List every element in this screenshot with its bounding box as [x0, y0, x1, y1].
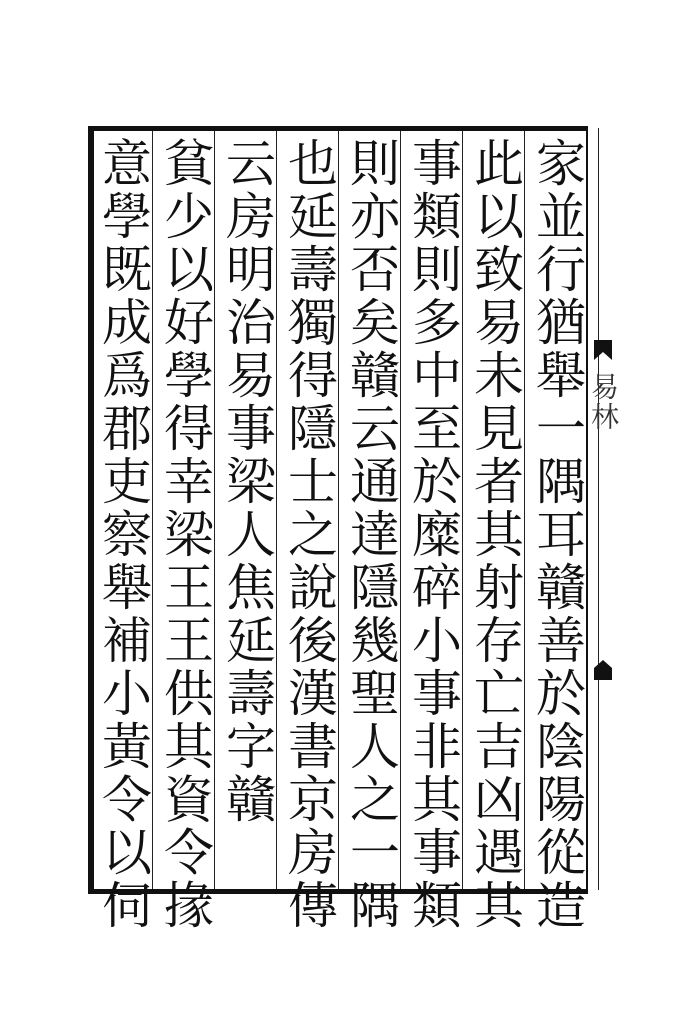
column-text: 貧少以好學得幸梁王王供其資令掾 — [156, 137, 214, 932]
fishtail-mark-bottom — [594, 660, 612, 680]
column-text: 也延壽獨得隱士之說後漢書京房傳 — [280, 137, 338, 932]
text-column-1 — [526, 131, 588, 932]
column-text: 此以致易未見者其射存亡吉凶遇其 — [466, 137, 524, 932]
fold-line — [598, 128, 599, 890]
column-text: 事類則多中至於糜碎小事非其事類 — [404, 137, 462, 932]
column-text: 則亦否矣贛云通達隱幾聖人之一隅 — [342, 137, 400, 932]
text-column-2 — [464, 131, 526, 932]
text-frame — [88, 126, 588, 932]
text-column-7 — [154, 131, 216, 932]
column-text: 云房明治易事梁人焦延壽字贛 — [218, 137, 276, 826]
text-column-4 — [340, 131, 402, 932]
column-text: 意學既成爲郡吏察舉補小黃令以伺 — [94, 137, 152, 932]
fishtail-mark-top — [594, 340, 612, 360]
margin-title: 易林 — [587, 372, 620, 432]
text-column-5 — [278, 131, 340, 932]
text-column-6 — [216, 131, 278, 889]
text-column-3 — [402, 131, 464, 932]
column-text: 家並行猶舉一隅耳贛善於陰陽從造 — [528, 137, 586, 932]
text-column-8 — [92, 131, 154, 932]
